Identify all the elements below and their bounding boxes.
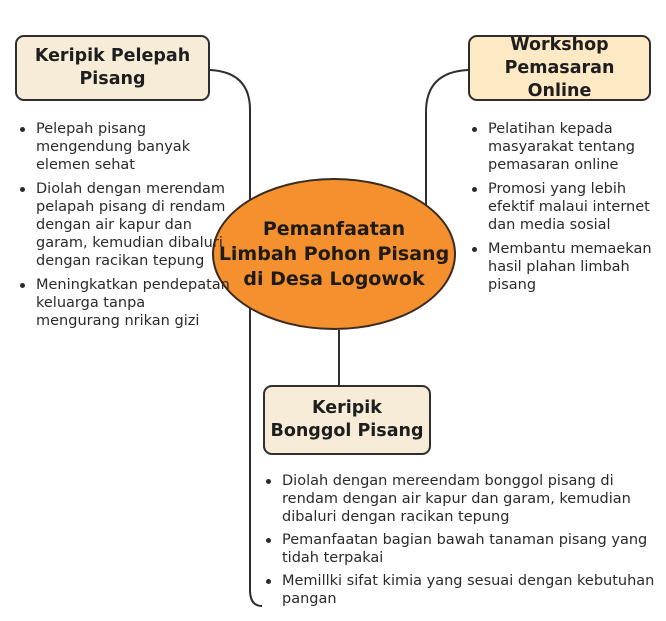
left-topic-title-line-2: Pisang bbox=[79, 69, 146, 89]
bottom-bullet-item: Memillki sifat kimia yang sesuai dengan kebutuhan pangan bbox=[262, 572, 662, 608]
center-title-line-3: di Desa Logowok bbox=[243, 267, 425, 290]
bottom-topic-title-line-2: Bonggol Pisang bbox=[270, 421, 424, 441]
right-topic-title-line-2: Pemasaran Online bbox=[504, 57, 615, 101]
right-bullet-item: Promosi yang lebih efektif malaui internet dan media sosial bbox=[468, 180, 658, 234]
central-topic-ellipse bbox=[212, 178, 456, 330]
right-bullet-item: Pelatihan kepada masyarakat tentang pemasaran online bbox=[468, 120, 658, 174]
right-topic-box bbox=[468, 35, 651, 101]
bottom-bullet-list bbox=[262, 472, 662, 613]
left-bullet-item: Pelepah pisang mengendung banyak elemen sehat bbox=[16, 120, 231, 174]
center-title-line-1: Pemanfaatan bbox=[262, 217, 406, 240]
connector-right bbox=[426, 70, 468, 205]
center-title-line-2: Limbah Pohon Pisang bbox=[218, 242, 450, 265]
bottom-topic-box bbox=[263, 385, 431, 455]
bottom-topic-title-line-1: Keripik bbox=[312, 398, 382, 418]
right-bullet-item: Membantu memaekan hasil plahan limbah pisang bbox=[468, 240, 658, 294]
left-bullet-item: Meningkatkan pendepatan keluarga tanpa mengurang nrikan gizi bbox=[16, 276, 231, 330]
left-bullet-list bbox=[16, 120, 231, 336]
left-bullet-item: Diolah dengan merendam pelapah pisang di rendam dengan air kapur dan garam, kemudian dibaluri dengan racikan tepung bbox=[16, 180, 231, 270]
right-topic-title-line-1: Workshop bbox=[510, 34, 609, 55]
left-topic-title-line-1: Keripik Pelepah bbox=[34, 46, 191, 66]
bottom-bullet-item: Pemanfaatan bagian bawah tanaman pisang yang tidah terpakai bbox=[262, 531, 662, 567]
bottom-bullet-item: Diolah dengan mereendam bonggol pisang di rendam dengan air kapur dan garam, kemudian dibaluri dengan racikan tepung bbox=[262, 472, 662, 526]
right-bullet-list bbox=[468, 120, 658, 300]
left-topic-box bbox=[15, 35, 210, 101]
